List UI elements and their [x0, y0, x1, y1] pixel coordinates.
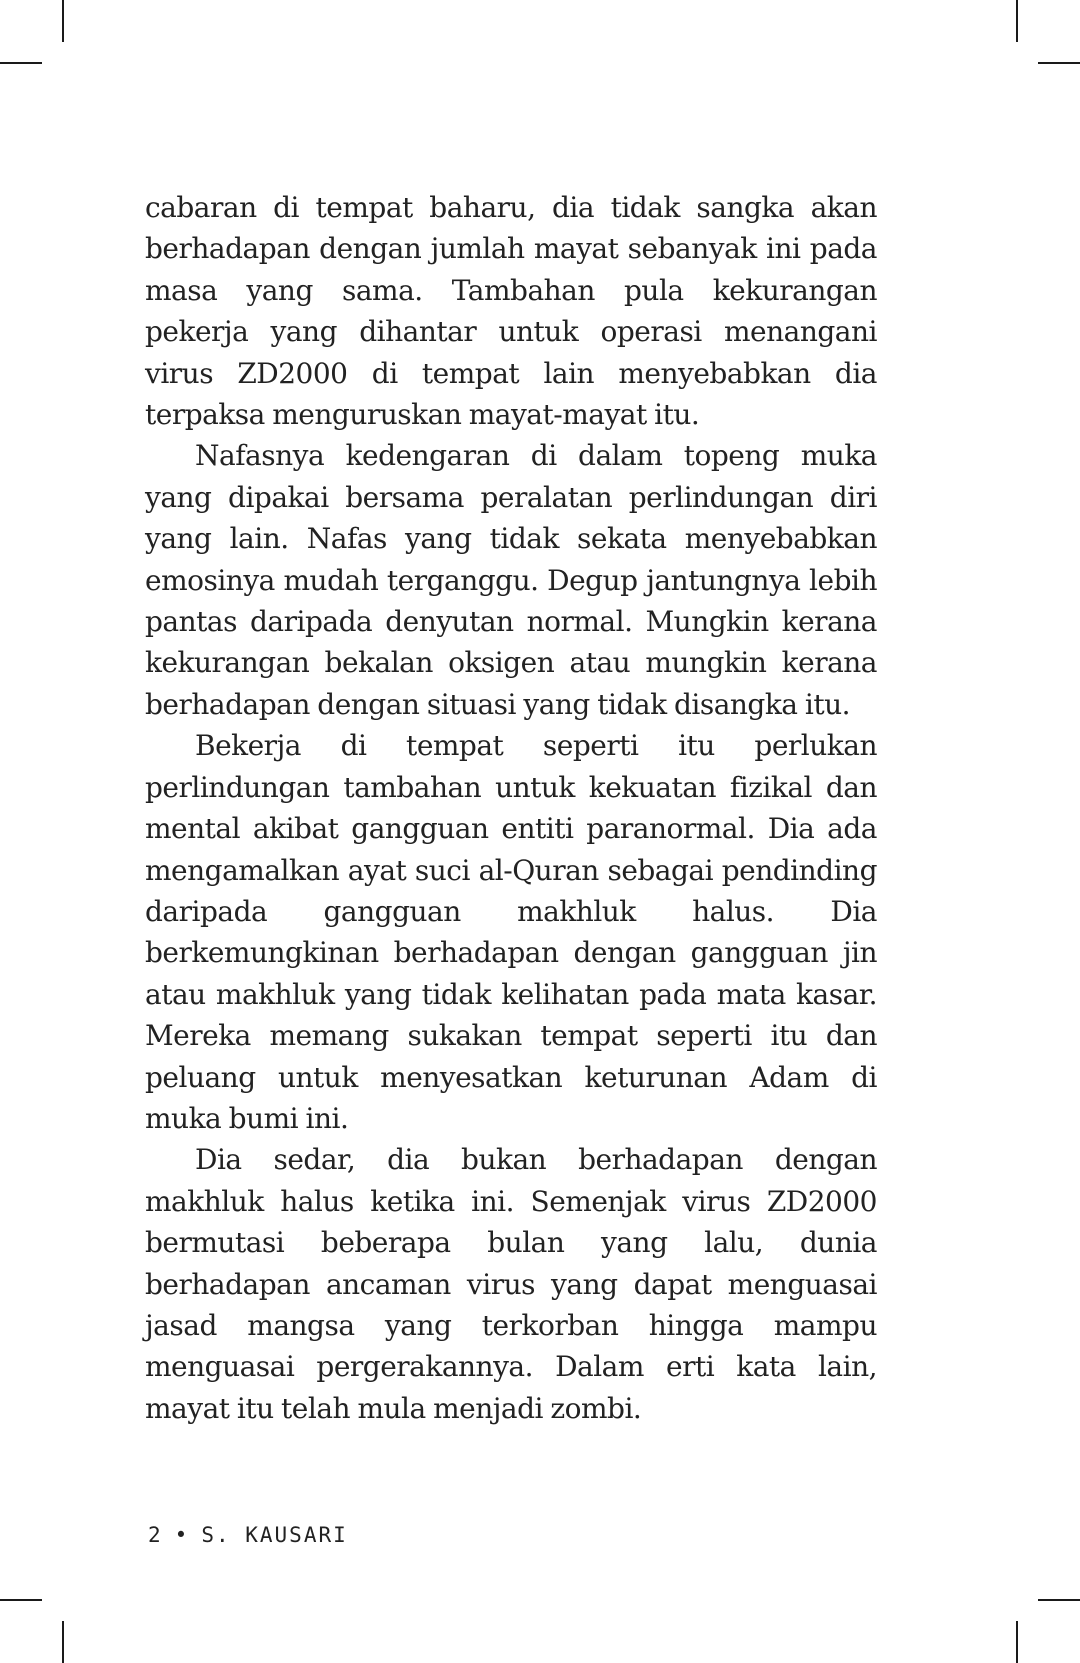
page-body-text — [145, 187, 877, 1429]
crop-mark-bottom-left-horizontal — [0, 1599, 42, 1601]
running-footer — [148, 1523, 348, 1547]
crop-mark-bottom-left-vertical — [62, 1621, 64, 1663]
paragraph-1: cabaran di tempat baharu, dia tidak sangka akan berhadapan dengan jumlah mayat sebanyak ini pada masa yang sama. Tambahan pula kekurangan pekerja yang dihantar untuk operasi menangani virus ZD2000 di tempat lain menyebabkan dia terpaksa menguruskan mayat-mayat itu. — [145, 191, 877, 432]
paragraph-2: Nafasnya kedengaran di dalam topeng muka yang dipakai bersama peralatan perlindungan diri yang lain. Nafas yang tidak sekata menyebabkan emosinya mudah terganggu. Degup jantungnya lebih pantas daripada denyutan normal. Mungkin kerana kekurangan bekalan oksigen atau mungkin kerana berhadapan dengan situasi yang tidak disangka itu. — [145, 439, 877, 721]
crop-mark-top-left-vertical — [62, 0, 64, 42]
crop-mark-top-right-vertical — [1016, 0, 1018, 42]
paragraph-4: Dia sedar, dia bukan berhadapan dengan makhluk halus ketika ini. Semenjak virus ZD2000 bermutasi beberapa bulan yang lalu, dunia berhadapan ancaman virus yang dapat menguasai jasad mangsa yang terkorban hingga mampu menguasai pergerakannya. Dalam erti kata lain, mayat itu telah mula menjadi zombi. — [145, 1143, 877, 1425]
crop-mark-bottom-right-horizontal — [1038, 1599, 1080, 1601]
crop-mark-top-right-horizontal — [1038, 62, 1080, 64]
paragraph-3: Bekerja di tempat seperti itu perlukan perlindungan tambahan untuk kekuatan fizikal dan mental akibat gangguan entiti paranormal. Dia ada mengamalkan ayat suci al-Quran sebagai pendinding daripada gangguan makhluk halus. Dia berkemungkinan berhadapan dengan gangguan jin atau makhluk yang tidak kelihatan pada mata kasar. Mereka memang sukakan tempat seperti itu dan peluang untuk menyesatkan keturunan Adam di muka bumi ini. — [145, 729, 877, 1135]
page-number: 2 — [148, 1523, 163, 1547]
crop-mark-top-left-horizontal — [0, 62, 42, 64]
crop-mark-bottom-right-vertical — [1016, 1621, 1018, 1663]
footer-separator: • — [174, 1523, 190, 1547]
author-name: S. KAUSARI — [201, 1523, 348, 1547]
